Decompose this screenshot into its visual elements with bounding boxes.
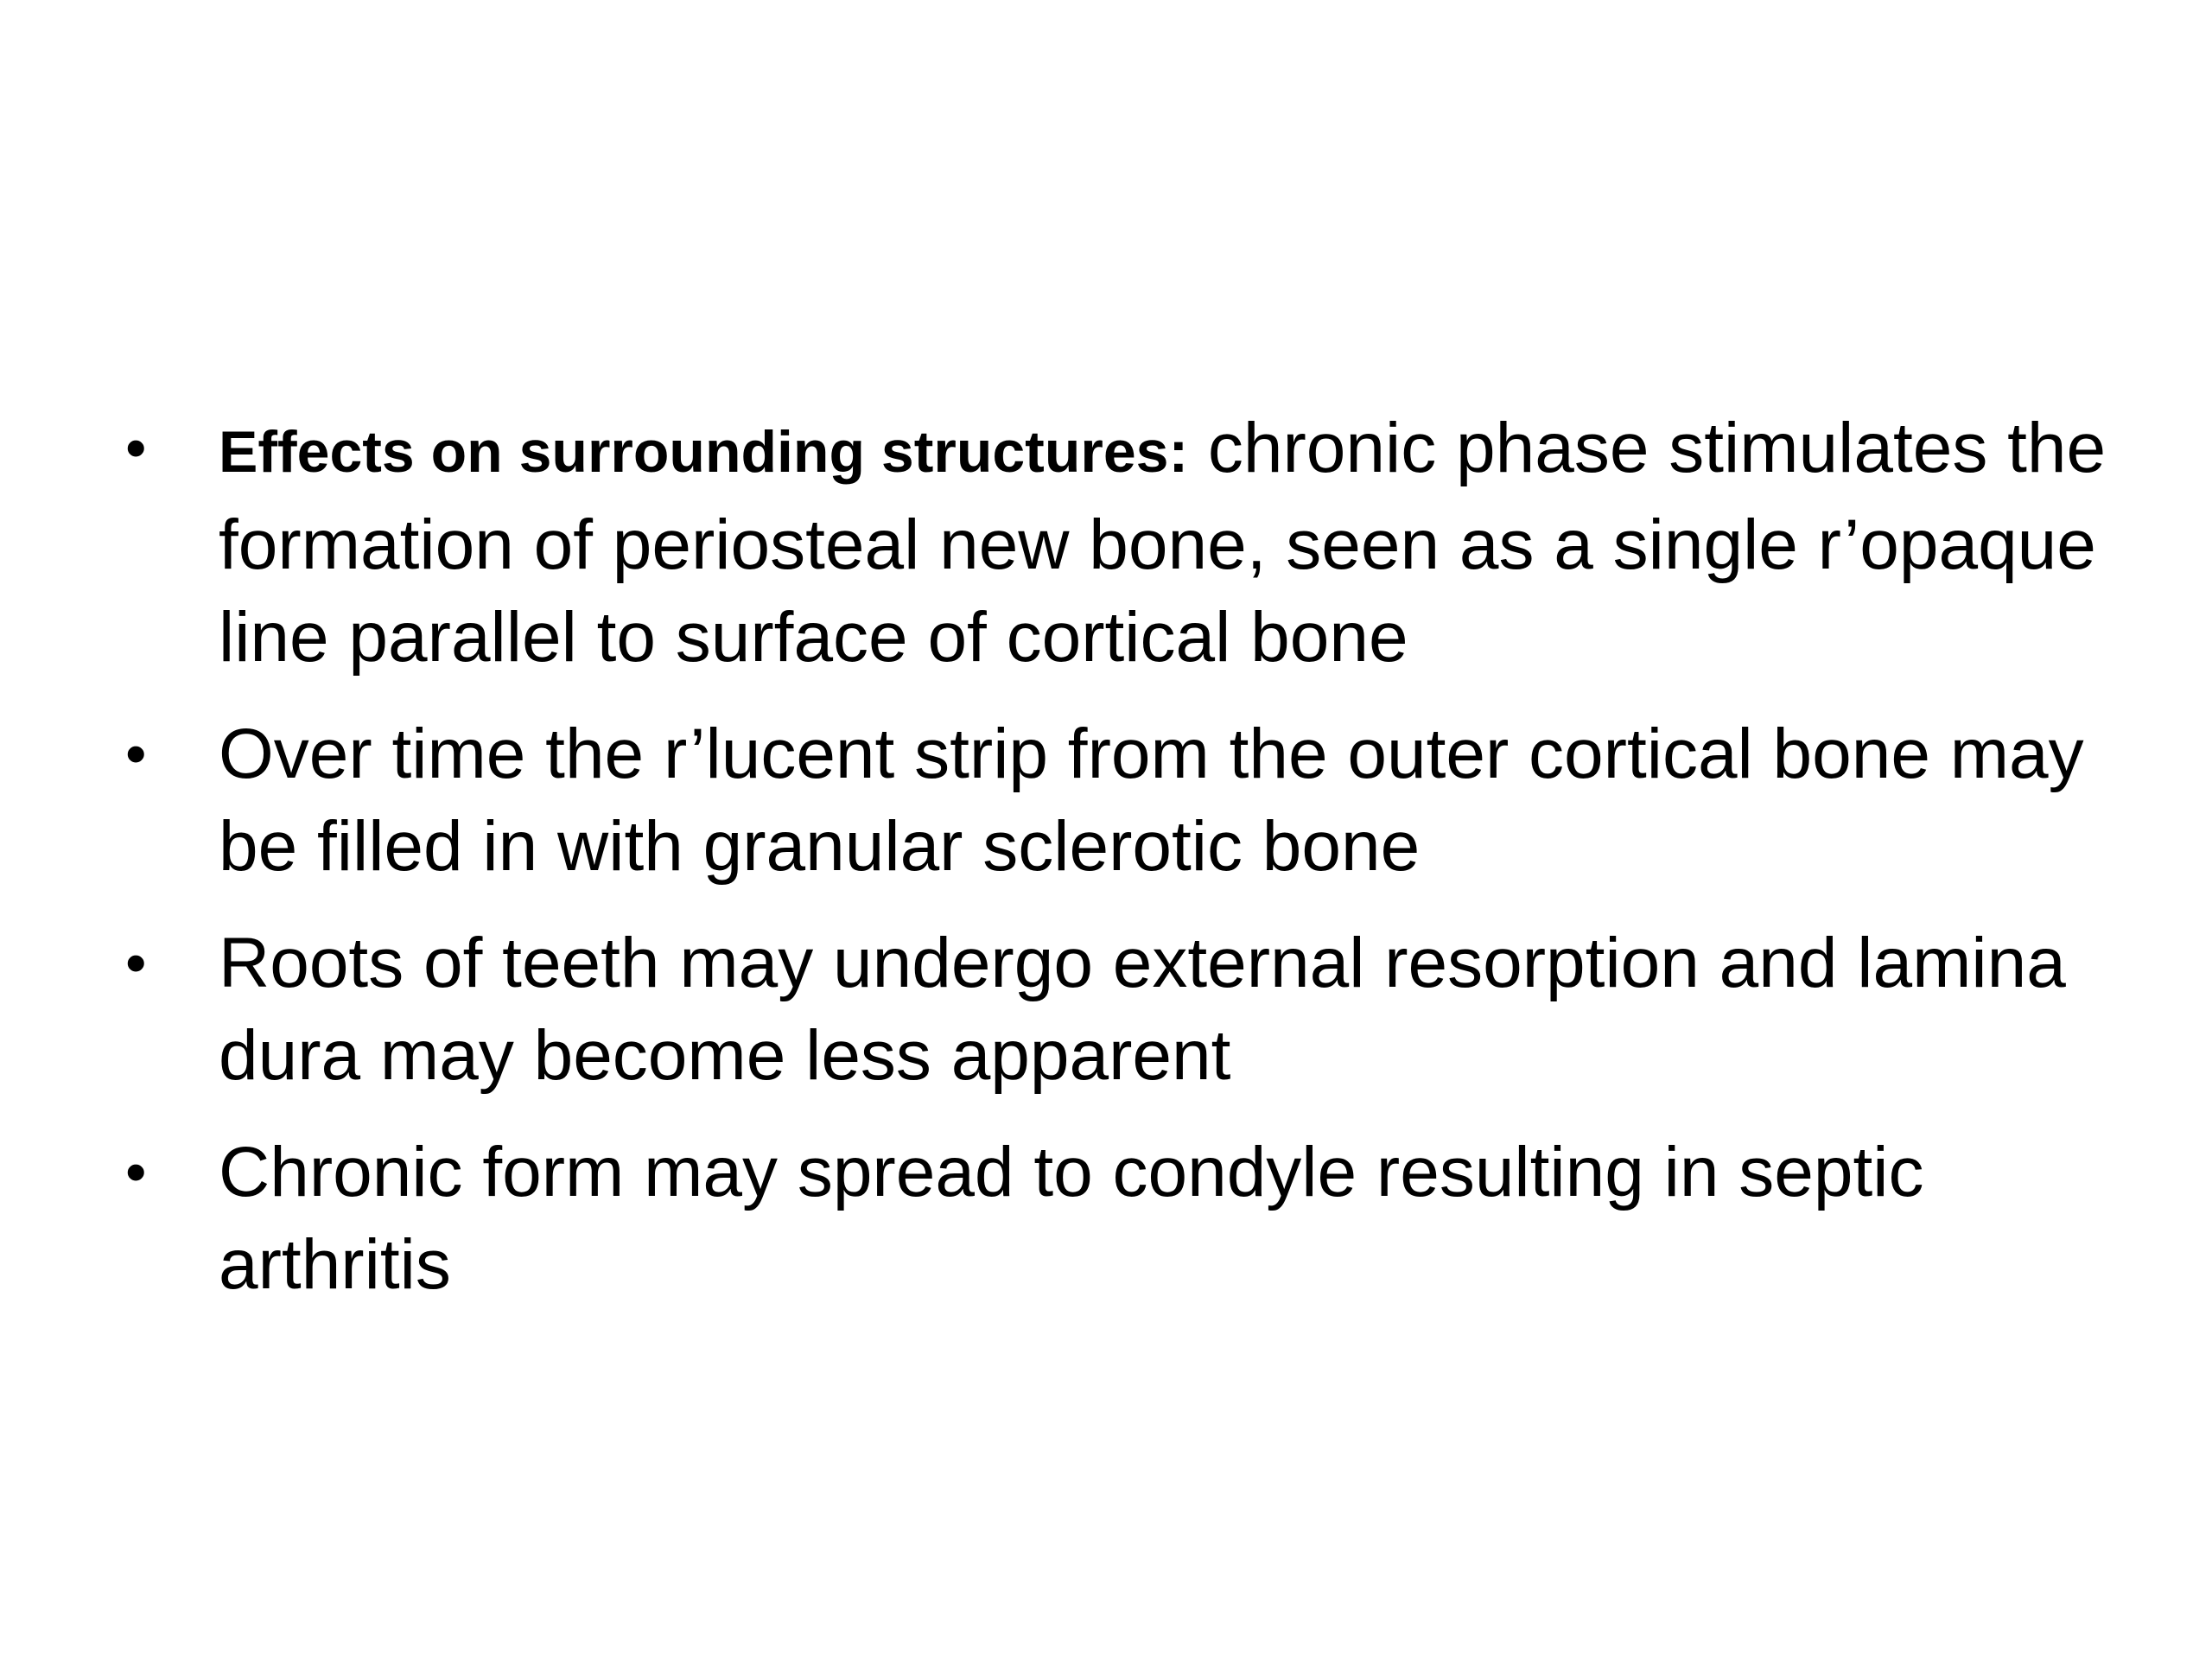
bullet-dot: • xyxy=(125,1138,147,1205)
bullet-item-4 xyxy=(125,1126,2113,1311)
bullet-item-2 xyxy=(125,708,2113,893)
bullet-item-1 xyxy=(125,402,2113,683)
bullet-item-3 xyxy=(125,917,2113,1102)
bullet-dot: • xyxy=(125,929,147,996)
bullet-lead-text: Effects on surrounding structures: xyxy=(219,419,1189,485)
bullet-list xyxy=(125,402,2113,1335)
bullet-dot: • xyxy=(125,720,147,787)
bullet-dot: • xyxy=(125,414,147,481)
bullet-body-text: Chronic form may spread to condyle resulting in septic arthritis xyxy=(219,1133,1924,1304)
bullet-body-text: Roots of teeth may undergo external resorption and lamina dura may become less apparent xyxy=(219,924,2066,1095)
bullet-body-text: chronic phase stimulates the formation of periosteal new bone, seen as a single r’opaque line parallel to surface of cortical bone xyxy=(219,409,2107,677)
bullet-body-text: Over time the r’lucent strip from the outer cortical bone may be filled in with granular sclerotic bone xyxy=(219,715,2084,886)
